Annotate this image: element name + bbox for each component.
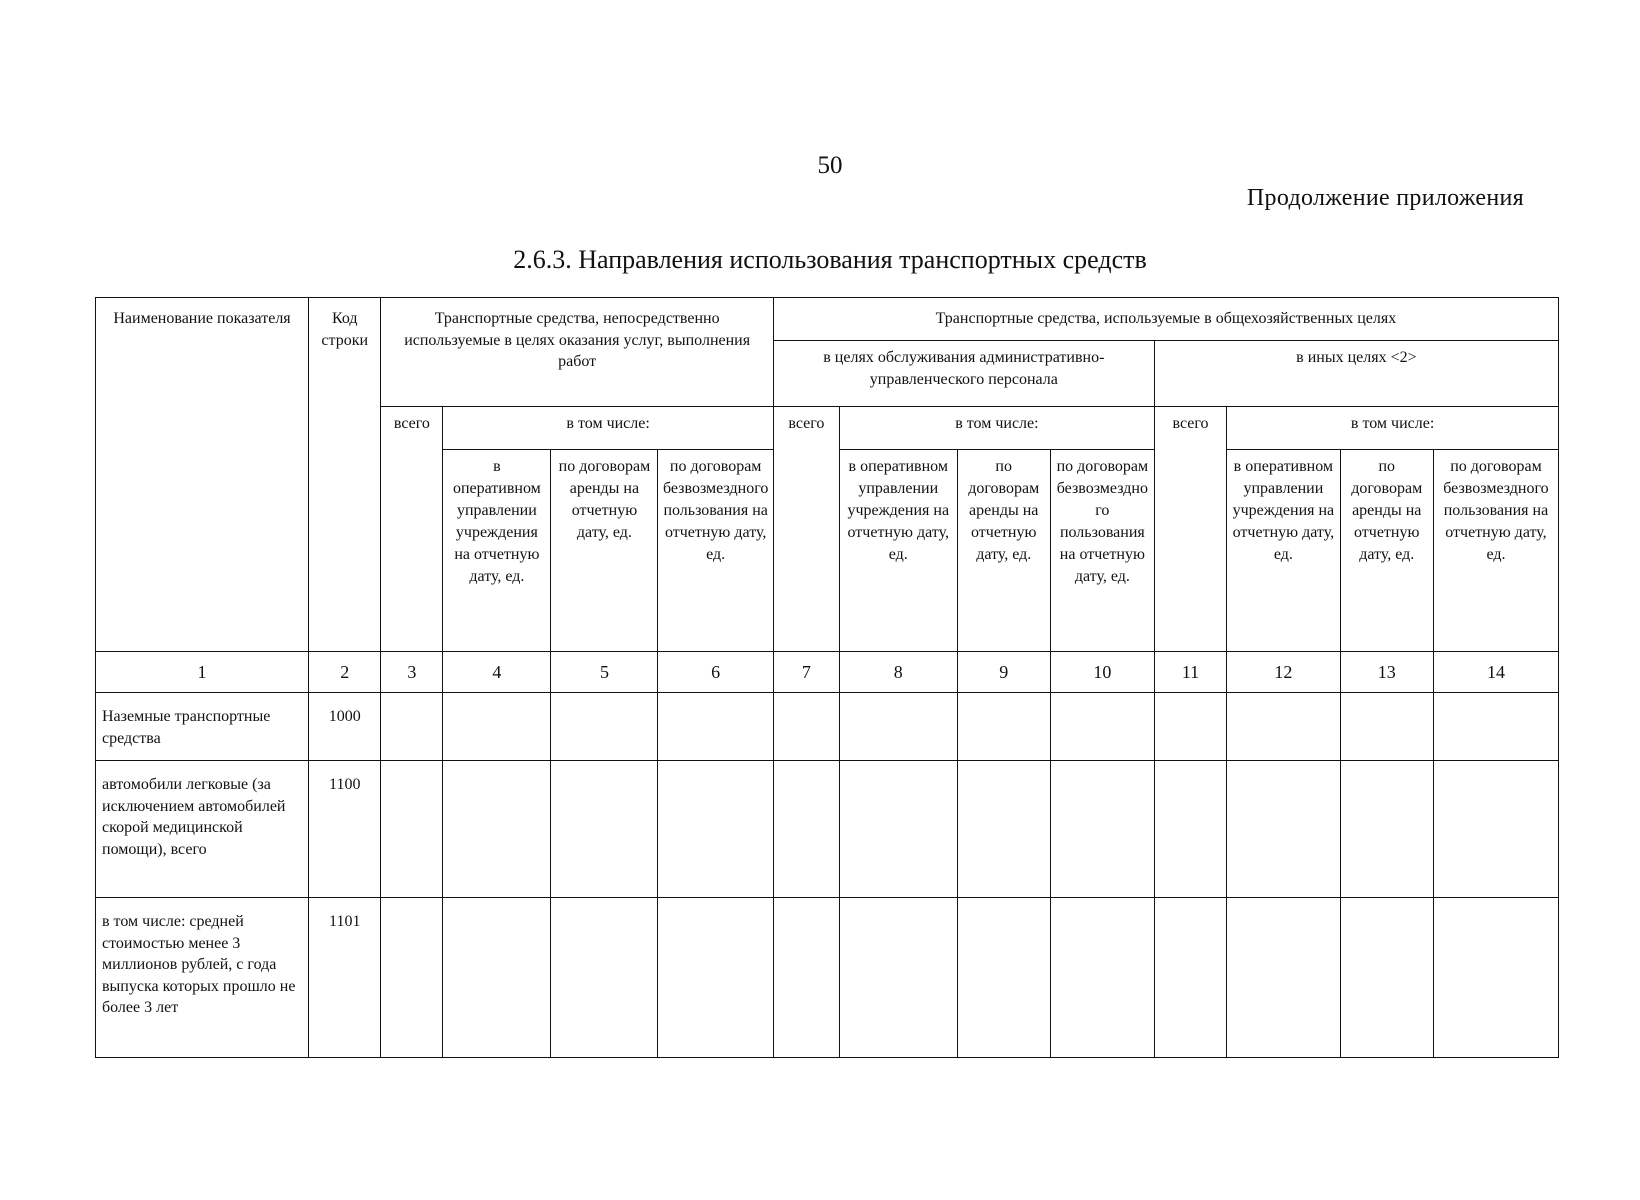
header-direct-total: всего	[381, 407, 443, 652]
data-cell[interactable]	[551, 693, 658, 761]
data-cell[interactable]	[1433, 693, 1558, 761]
column-number: 2	[309, 652, 381, 693]
header-other-lease: по договорам аренды на отчетную дату, ед.	[1340, 450, 1433, 652]
data-cell[interactable]	[773, 693, 839, 761]
column-number: 3	[381, 652, 443, 693]
row-name: в том числе: средней стоимостью менее 3 миллионов рублей, с года выпуска которых прошло не более 3 лет	[96, 898, 309, 1058]
header-admin-operative: в оперативном управлении учреждения на отчетную дату, ед.	[839, 450, 957, 652]
data-cell[interactable]	[381, 898, 443, 1058]
data-cell[interactable]	[839, 761, 957, 898]
header-other-total: всего	[1154, 407, 1226, 652]
table-row	[96, 693, 1559, 761]
column-number: 14	[1433, 652, 1558, 693]
column-number: 8	[839, 652, 957, 693]
header-admin-including: в том числе:	[839, 407, 1154, 450]
data-cell[interactable]	[1154, 693, 1226, 761]
transport-usage-table	[95, 297, 1559, 1058]
data-cell[interactable]	[658, 761, 773, 898]
column-number: 9	[957, 652, 1050, 693]
row-code: 1101	[309, 898, 381, 1058]
data-cell[interactable]	[1050, 898, 1154, 1058]
data-cell[interactable]	[381, 761, 443, 898]
data-cell[interactable]	[1050, 761, 1154, 898]
header-admin-total: всего	[773, 407, 839, 652]
continuation-note: Продолжение приложения	[1246, 185, 1524, 211]
header-direct-operative: в оперативном управлении учреждения на отчетную дату, ед.	[443, 450, 551, 652]
header-indicator-name: Наименование показателя	[96, 298, 309, 652]
data-cell[interactable]	[1340, 693, 1433, 761]
data-cell[interactable]	[1227, 761, 1340, 898]
column-number: 5	[551, 652, 658, 693]
column-number: 10	[1050, 652, 1154, 693]
data-cell[interactable]	[443, 761, 551, 898]
header-admin-subgroup: в целях обслуживания административно-управленческого персонала	[773, 341, 1154, 407]
data-cell[interactable]	[658, 693, 773, 761]
header-other-operative: в оперативном управлении учреждения на отчетную дату, ед.	[1227, 450, 1340, 652]
section-title: 2.6.3. Направления использования транспортных средств	[513, 245, 1147, 274]
column-number: 7	[773, 652, 839, 693]
column-number-row	[96, 652, 1559, 693]
row-name: автомобили легковые (за исключением автомобилей скорой медицинской помощи), всего	[96, 761, 309, 898]
data-cell[interactable]	[839, 693, 957, 761]
data-cell[interactable]	[957, 761, 1050, 898]
row-code: 1000	[309, 693, 381, 761]
table-row	[96, 898, 1559, 1058]
header-row-code: Код строки	[309, 298, 381, 652]
data-cell[interactable]	[773, 761, 839, 898]
data-cell[interactable]	[1340, 761, 1433, 898]
header-direct-free-use: по договорам безвозмездного пользования на отчетную дату, ед.	[658, 450, 773, 652]
data-cell[interactable]	[443, 693, 551, 761]
data-cell[interactable]	[381, 693, 443, 761]
data-cell[interactable]	[1050, 693, 1154, 761]
data-cell[interactable]	[1154, 898, 1226, 1058]
column-number: 13	[1340, 652, 1433, 693]
data-cell[interactable]	[1433, 898, 1558, 1058]
data-cell[interactable]	[551, 761, 658, 898]
column-number: 11	[1154, 652, 1226, 693]
data-cell[interactable]	[773, 898, 839, 1058]
table-row	[96, 761, 1559, 898]
column-number: 4	[443, 652, 551, 693]
data-cell[interactable]	[658, 898, 773, 1058]
header-other-including: в том числе:	[1227, 407, 1559, 450]
data-cell[interactable]	[1154, 761, 1226, 898]
data-cell[interactable]	[1340, 898, 1433, 1058]
data-cell[interactable]	[443, 898, 551, 1058]
column-number: 6	[658, 652, 773, 693]
page-number: 50	[817, 152, 843, 179]
data-cell[interactable]	[1227, 693, 1340, 761]
header-direct-lease: по договорам аренды на отчетную дату, ед.	[551, 450, 658, 652]
header-other-subgroup: в иных целях <2>	[1154, 341, 1558, 407]
column-number: 1	[96, 652, 309, 693]
column-number: 12	[1227, 652, 1340, 693]
header-general-group: Транспортные средства, используемые в общехозяйственных целях	[773, 298, 1558, 341]
data-cell[interactable]	[1227, 898, 1340, 1058]
data-cell[interactable]	[551, 898, 658, 1058]
header-admin-lease: по договорам аренды на отчетную дату, ед.	[957, 450, 1050, 652]
header-direct-including: в том числе:	[443, 407, 774, 450]
header-other-free-use: по договорам безвозмездного пользования на отчетную дату, ед.	[1433, 450, 1558, 652]
header-direct-group: Транспортные средства, непосредственно используемые в целях оказания услуг, выполнения работ	[381, 298, 773, 407]
data-cell[interactable]	[839, 898, 957, 1058]
row-name: Наземные транспортные средства	[96, 693, 309, 761]
header-admin-free-use: по договорам безвозмездного пользования на отчетную дату, ед.	[1050, 450, 1154, 652]
row-code: 1100	[309, 761, 381, 898]
data-cell[interactable]	[957, 898, 1050, 1058]
data-cell[interactable]	[1433, 761, 1558, 898]
data-cell[interactable]	[957, 693, 1050, 761]
